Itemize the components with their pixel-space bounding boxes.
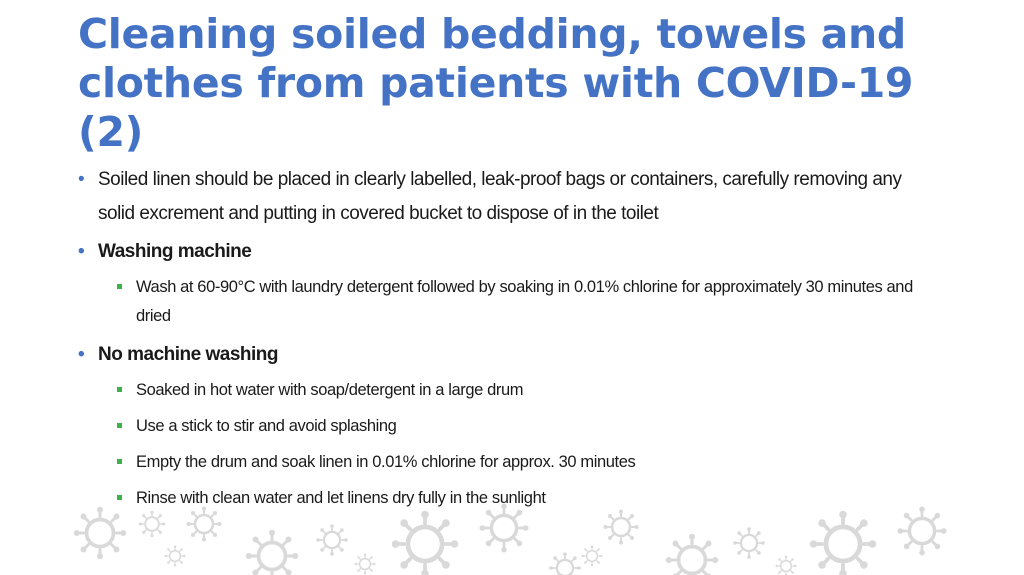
square-bullet-icon: [117, 423, 122, 428]
sub-bullet-text: Empty the drum and soak linen in 0.01% chlorine for approx. 30 minutes: [136, 453, 636, 471]
bullet-item: [78, 235, 938, 269]
virus-icon: [392, 511, 459, 575]
virus-icon: [733, 527, 765, 559]
bullet-dot-icon: •: [78, 344, 85, 365]
square-bullet-icon: [117, 495, 122, 500]
bullet-item: [78, 338, 938, 372]
bullet-item: [78, 163, 938, 231]
virus-icon: [246, 530, 299, 575]
bullet-dot-icon: •: [78, 169, 85, 190]
square-bullet-icon: [117, 387, 122, 392]
sub-bullet-item: [78, 412, 938, 441]
virus-icon: [549, 552, 581, 575]
slide-body: [78, 163, 938, 520]
square-bullet-icon: [117, 459, 122, 464]
virus-icon: [165, 546, 186, 567]
virus-icon: [776, 556, 797, 575]
sub-bullet-text: Wash at 60-90°C with laundry detergent followed by soaking in 0.01% chlorine for approximately 30 minutes and dried: [136, 278, 913, 325]
virus-icon: [810, 511, 877, 575]
bullet-text: Soiled linen should be placed in clearly labelled, leak-proof bags or containers, carefully removing any solid excrement and putting in covered bucket to dispose of in the toilet: [98, 169, 902, 224]
virus-icon: [316, 524, 348, 556]
sub-bullet-item: [78, 448, 938, 477]
bullet-heading-washing-machine: Washing machine: [98, 241, 252, 262]
sub-bullet-text: Use a stick to stir and avoid splashing: [136, 417, 397, 435]
sub-bullet-text: Rinse with clean water and let linens dry fully in the sunlight: [136, 489, 546, 507]
slide-title: Cleaning soiled bedding, towels and clothes from patients with COVID-19 (2): [78, 10, 914, 156]
bullet-heading-no-machine-washing: No machine washing: [98, 344, 278, 365]
sub-bullet-item: [78, 273, 938, 331]
sub-bullet-text: Soaked in hot water with soap/detergent in a large drum: [136, 381, 524, 399]
bullet-dot-icon: •: [78, 241, 85, 262]
virus-icon: [666, 534, 719, 575]
square-bullet-icon: [117, 284, 122, 289]
virus-icon: [582, 546, 603, 567]
virus-icon: [355, 554, 376, 575]
sub-bullet-item: [78, 376, 938, 405]
sub-bullet-item: [78, 484, 938, 513]
